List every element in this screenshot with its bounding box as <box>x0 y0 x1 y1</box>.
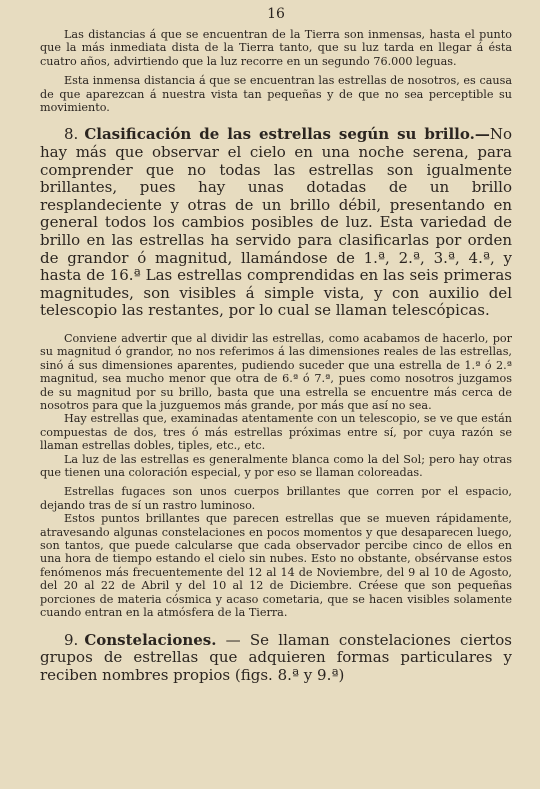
paragraph-star-color: La luz de las estrellas es generalmente blanca como la del Sol; pero hay otras que tienen una coloración especial, y por eso se llaman coloreadas. <box>40 452 512 480</box>
paragraph-double-stars: Hay estrellas que, examinadas atentamente con un telescopio, se ve que están compuestas de dos, tres ó más estrellas próximas entre sí, por cuya razón se llaman estrellas dobles, tiples, etc., etc. <box>40 412 512 453</box>
paragraph-magnitude-note: Conviene advertir que al dividir las estrellas, como acabamos de hacerlo, por su magnitud ó grandor, no nos referimos á las dimensiones reales de las estrellas, sinó á sus dimensiones aparentes, pudiendo suceder que una estrella de 1.ª ó 2.ª magnitud, sea mucho menor que otra de 6.ª ó 7.ª, pues como nosotros juzgamos de su magnitud por su brillo, basta que una estrella se encuentre más cerca de nosotros para que la juzguemos más grande, por más que así no sea. <box>40 331 512 412</box>
section-8-body: No hay más que observar el cielo en una noche serena, para comprender que no todas las estrellas son igualmente brillantes, pues hay unas dotadas de un brillo resplandeciente y otras de un brillo débil, presentando en general todos los cambios posibles de luz. Esta variedad de brillo en las estrellas ha servido para clasificarlas por orden de grandor ó magnitud, llamándose de 1.ª, 2.ª, 3.ª, 4.ª, y hasta de 16.ª Las estrellas comprendidas en las seis primeras magnitudes, son visibles á simple vista, y con auxilio del telescopio las restantes, por lo cual se llaman telescópicas. <box>40 125 512 320</box>
section-8 <box>40 126 512 320</box>
page-number: 16 <box>267 6 285 22</box>
paragraph-distances: Las distancias á que se encuentran de la Tierra son inmensas, hasta el punto que la más inmediata dista de la Tierra tanto, que su luz tarda en llegar á ésta cuatro años, advirtiendo que la luz recorre en un segundo 76.000 leguas. <box>40 28 512 68</box>
section-9-body: — Se llaman constelaciones ciertos grupos de estrellas que adquieren formas particulares y reciben nombres propios (figs. 8.ª y 9.ª) <box>40 630 512 684</box>
paragraph-bright-points: Estos puntos brillantes que parecen estrellas que se mueven rápidamente, atravesando algunas constelaciones en pocos momentos y que desaparecen luego, son tantos, que puede calcularse que cada observador percibe cinco de ellos en una hora de tiempo estando el cielo sin nubes. Esto no obstante, obsérvanse estos fenómenos más frecuentemente del 12 al 14 de Noviembre, del 9 al 10 de Agosto, del 20 al 22 de Abril y del 10 al 12 de Diciembre. Créese que son pequeñas porciones de materia cósmica y acaso cometaria, que se hacen visibles solamente cuando entran en la atmósfera de la Tierra. <box>40 512 512 620</box>
paragraph-immense-distance: Esta inmensa distancia á que se encuentran las estrellas de nosotros, es causa de que aparezcan á nuestra vista tan pequeñas y de que no sea perceptible su movimiento. <box>40 74 512 115</box>
section-9-title: Constelaciones. <box>84 630 217 649</box>
section-9-number: 9. <box>64 630 79 649</box>
paragraph-shooting-stars: Estrellas fugaces son unos cuerpos brillantes que corren por el espacio, dejando tras de sí un rastro luminoso. <box>40 485 512 512</box>
section-8-number: 8. <box>64 125 79 144</box>
section-9 <box>40 632 512 685</box>
section-8-title: Clasificación de las estrellas según su brillo.— <box>84 125 490 144</box>
